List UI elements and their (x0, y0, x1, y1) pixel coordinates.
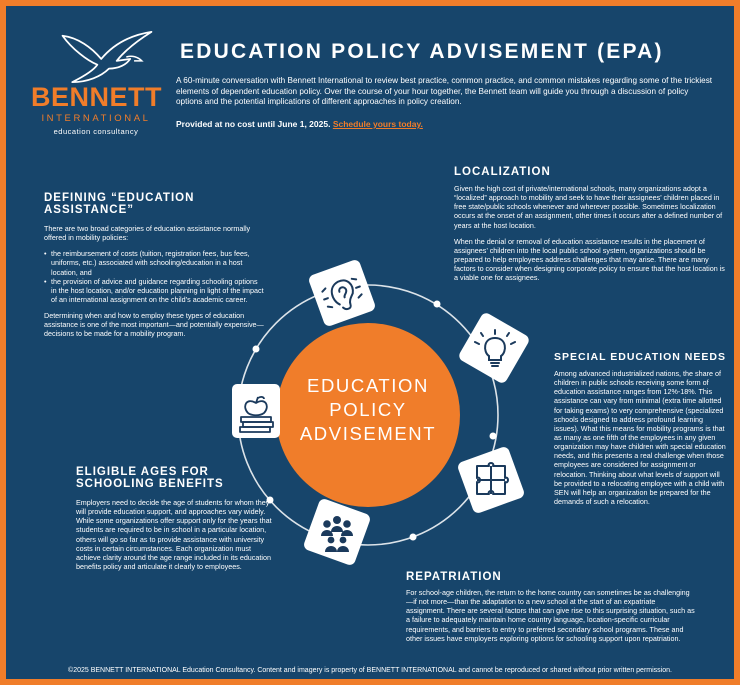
orbit-dot (490, 433, 497, 440)
section-heading: LOCALIZATION (454, 166, 551, 178)
paragraph: Employers need to decide the age of students for whom they will provide education support, and approaches vary widely. While some organizations offer support only for the years that students are required to be in school in a particular location, others will go so far as to provide assistance with university costs in certain circumstances. Each organization must achieve clarity around the age range included in its education benefits policy and articulate it clearly to employees. (76, 498, 272, 571)
infographic-panel (6, 6, 734, 679)
section-heading: SPECIAL EDUCATION NEEDS (554, 351, 726, 363)
list-item: • the reimbursement of costs (tuition, registration fees, bus fees, uniforms, etc.) associated with schooling/education in a host location, and (44, 249, 264, 276)
section-heading-line-1: ELIGIBLE AGES FOR (76, 466, 209, 478)
paragraph: For school-age children, the return to the home country can sometimes be as challenging—if not more—than the adaptation to a new school at the start of an expatriate assignment. There are several factors that can give rise to this surprising situation, such as a failure to adequately maintain home country language, location-specific curricular requirements, and barriers to entry to preferred secondary school programs. These and other issues have employers exploring options for schooling support upon repatriation. (406, 588, 695, 643)
section-body (554, 369, 728, 506)
list-item: • the provision of advice and guidance regarding schooling options in the host location, and/or education planning in light of the impact of an international assignment on the child’s academic career. (44, 277, 264, 304)
section-localization (454, 166, 726, 289)
center-line-1: EDUCATION (307, 375, 429, 396)
schedule-link[interactable]: Schedule yours today. (332, 119, 423, 129)
section-repatriation (406, 571, 696, 650)
section-heading-line-2: SCHOOLING BENEFITS (76, 478, 224, 490)
center-label (268, 374, 468, 446)
center-line-2: POLICY (329, 399, 407, 421)
paragraph: Among advanced industrialized nations, the share of children in public schools receiving some form of education assistance ranges from 12%-18%. This assistance can vary from minimal (extra time allotted for taking exams) to very comprehensive (specialized schools designed to address profound learning issues). What this means for mobility programs is that as many as one fifth of the employees in any given organization may have children with special education needs, and this presents a real challenge when those employees are considered for assignment or relocation. Thinking about what levels of support will be provided to a relocating employee with a child with SEN will help an organization be prepared for the demands of such a relocation. (554, 369, 726, 506)
brand-name: BENNETT (31, 82, 162, 112)
section-body (44, 224, 264, 339)
section-heading: REPATRIATION (406, 571, 502, 583)
center-line-3: ADVISEMENT (299, 423, 437, 445)
tile-lightbulb (457, 311, 531, 385)
brand-tagline: education consultancy (53, 127, 139, 136)
section-eligible-ages (76, 466, 276, 578)
intro-text: A 60-minute conversation with Bennett International to review best practice, common practice, and common mistakes regarding some of the trickiest elements of dependent education policy. Over the course of your hour together, the Bennett team will guide you through a discussion of policy options and the potential implications of different approaches in policy creation. (176, 76, 713, 107)
section-heading: DEFINING “EDUCATION ASSISTANCE” (44, 192, 195, 216)
paragraph: Given the high cost of private/international schools, many organizations adopt a “localized” approach to mobility and seek to have their assignees’ children placed in free state/public schools whenever and wherever possible. Sometimes localization occurs at the onset of an assignment, other times it occurs after a defined number of years at the host location. (454, 184, 723, 230)
section-defining (44, 192, 264, 346)
section-body (76, 498, 276, 571)
orbit-dot (434, 301, 441, 308)
paragraph: When the denial or removal of education assistance results in the placement of assignees’ children into the local public school system, organizations should be prepared to help employees address challenges that may arise. There are many factors to consider when designing corporate policy to ensure that the host location is a viable one for assignees. (454, 236, 725, 283)
section-body (454, 184, 726, 282)
page-title: EDUCATION POLICY ADVISEMENT (EPA) (180, 40, 664, 63)
brand-subtitle: INTERNATIONAL (41, 113, 151, 124)
tile-ear (307, 258, 376, 327)
paragraph: Determining when and how to employ these types of education assistance is one of the most important—and potentially expensive—decisions to be made for a mobility program. (44, 311, 264, 339)
orbit-dot (253, 346, 260, 353)
copyright-footer: ©2025 BENNETT INTERNATIONAL Education Consultancy. Content and imagery is property of BENNETT INTERNATIONAL and cannot be reproduced or shared without prior written permission. (68, 667, 672, 674)
section-special-education (554, 351, 728, 513)
orbit-dot (410, 534, 417, 541)
paragraph: There are two broad categories of education assistance normally offered in mobility policies: (44, 224, 251, 243)
cta-text: Provided at no cost until June 1, 2025. (176, 119, 331, 129)
section-body (406, 588, 696, 643)
bullet-list (44, 249, 264, 304)
